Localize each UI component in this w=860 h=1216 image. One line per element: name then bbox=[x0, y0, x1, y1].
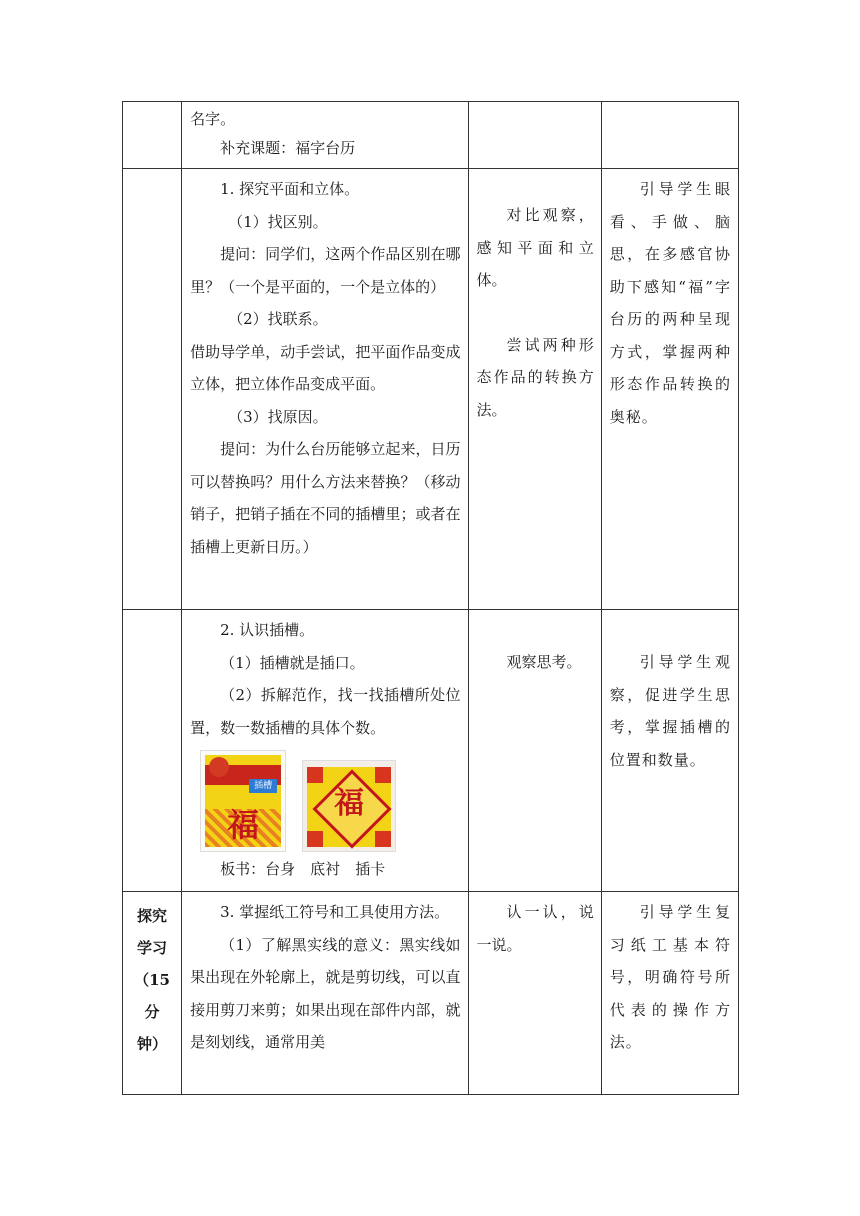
design-intent: 引导学生观察，促进学生思考，掌握插槽的位置和数量。 bbox=[609, 653, 731, 769]
stage-label: 分 bbox=[144, 1003, 160, 1021]
content-line: （2）拆解范作，找一找插槽所处位置，数一数插槽的具体个数。 bbox=[190, 686, 461, 737]
intent-cell bbox=[601, 169, 738, 610]
intent-cell bbox=[601, 892, 738, 1095]
content-line: （1）插槽就是插口。 bbox=[220, 653, 365, 672]
fu-character: 福 bbox=[227, 806, 260, 844]
content-line: 借助导学单，动手尝试，把平面作品变成立体，把立体作品变成平面。 bbox=[190, 342, 461, 393]
stage-label: 学习 bbox=[137, 939, 168, 957]
content-line: （1）找区别。 bbox=[228, 212, 328, 231]
fu-character: 福 bbox=[334, 786, 365, 821]
content-cell bbox=[182, 102, 468, 169]
content-line: 1. 探究平面和立体。 bbox=[220, 180, 360, 198]
table-row bbox=[123, 102, 739, 169]
content-cell bbox=[182, 610, 468, 892]
student-activity: 观察思考。 bbox=[506, 653, 582, 671]
content-line: 补充课题：福字台历 bbox=[220, 139, 356, 157]
student-activity: 对比观察，感知平面和立体。 bbox=[476, 206, 594, 289]
table-row bbox=[123, 892, 739, 1095]
stage-label: 探究 bbox=[137, 907, 168, 925]
table-row bbox=[123, 610, 739, 892]
content-cell bbox=[182, 892, 468, 1095]
student-activity: 认一认，说一说。 bbox=[476, 903, 594, 954]
intent-cell bbox=[601, 102, 738, 169]
content-line: 提问：同学们，这两个作品区别在哪里？（一个是平面的，一个是立体的） bbox=[190, 245, 461, 296]
content-line: 3. 掌握纸工符号和工具使用方法。 bbox=[220, 903, 450, 921]
content-line: （2）找联系。 bbox=[228, 310, 328, 328]
content-line: （3）找原因。 bbox=[228, 407, 328, 426]
stage-cell bbox=[123, 610, 182, 892]
calendar-photo-flat bbox=[200, 750, 286, 852]
design-intent: 引导学生复习纸工基本符号，明确符号所代表的操作方法。 bbox=[609, 903, 731, 1051]
calendar-photo-standing bbox=[302, 760, 396, 852]
board-text: 板书：台身 底衬 插卡 bbox=[220, 860, 386, 878]
table-row bbox=[123, 169, 739, 610]
student-cell bbox=[468, 892, 601, 1095]
stage-label: （15 bbox=[134, 971, 170, 989]
student-cell bbox=[468, 610, 601, 892]
stage-cell bbox=[123, 102, 182, 169]
content-line: 名字。 bbox=[190, 110, 236, 128]
stage-label: 钟） bbox=[137, 1035, 168, 1053]
content-cell bbox=[182, 169, 468, 610]
content-line: （1）了解黑实线的意义：黑实线如果出现在外轮廓上，就是剪切线，可以直接用剪刀来剪；如果出现在部件内部，就是刻划线，通常用美 bbox=[190, 935, 461, 1051]
lesson-plan-table bbox=[122, 101, 739, 1095]
slot-tag: 插槽 bbox=[249, 779, 277, 793]
stage-cell bbox=[123, 892, 182, 1095]
student-cell bbox=[468, 169, 601, 610]
student-cell bbox=[468, 102, 601, 169]
student-activity: 尝试两种形态作品的转换方法。 bbox=[476, 335, 594, 419]
calendar-photos bbox=[200, 750, 460, 852]
stage-cell bbox=[123, 169, 182, 610]
content-line: 提问：为什么台历能够立起来，日历可以替换吗？用什么方法来替换？（移动销子，把销子插在不同的插槽里；或者在插槽上更新日历。） bbox=[190, 440, 461, 556]
content-line: 2. 认识插槽。 bbox=[220, 621, 315, 639]
design-intent: 引导学生眼看、手做、脑思，在多感官协助下感知“福”字台历的两种呈现方式，掌握两种形态作品转换的奥秘。 bbox=[609, 180, 731, 426]
intent-cell bbox=[601, 610, 738, 892]
